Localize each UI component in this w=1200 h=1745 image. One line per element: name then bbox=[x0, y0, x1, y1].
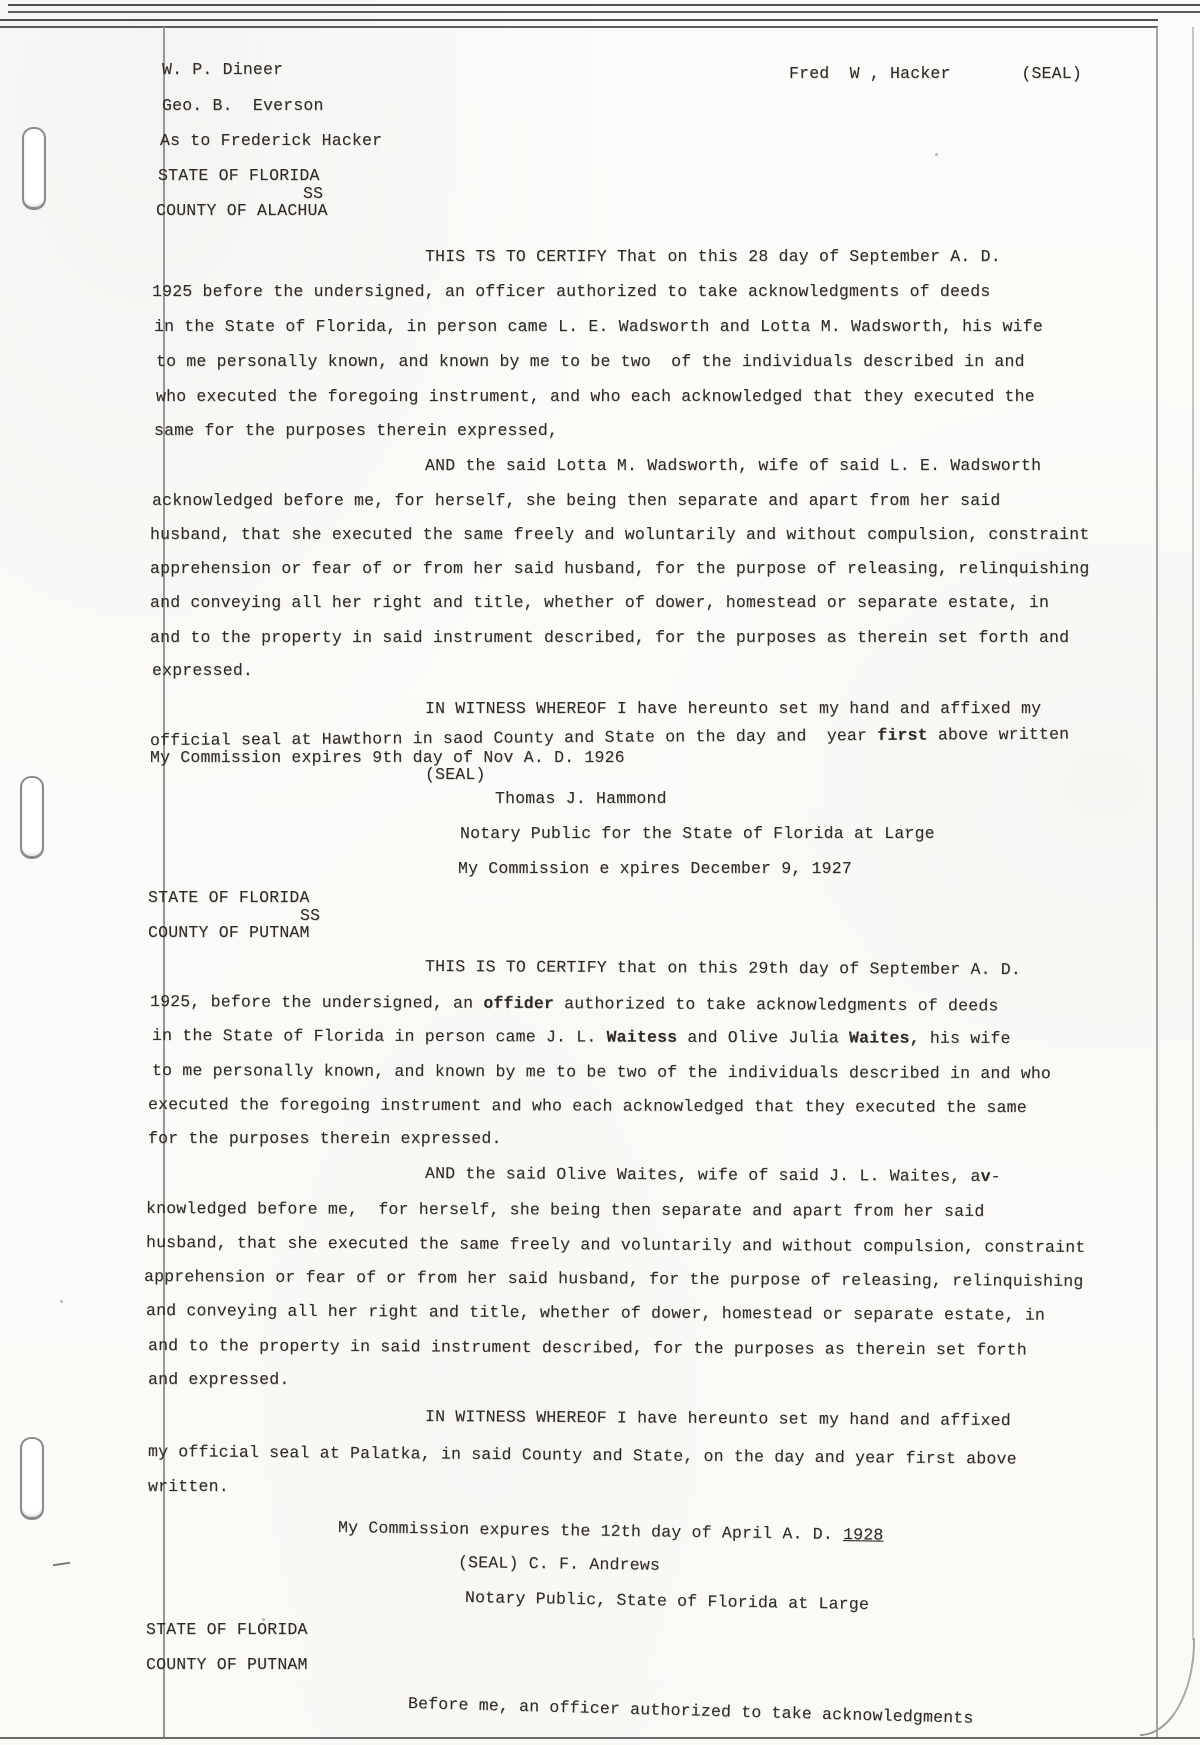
cert1-and-7: expressed. bbox=[152, 661, 254, 680]
notary1-commission-note: My Commission expires 9th day of Nov A. D. 1926 bbox=[150, 748, 625, 767]
hole-punch-top bbox=[22, 127, 46, 210]
cert2-and-1: AND the said Olive Waites, wife of said J. L. Waites, av- bbox=[424, 1164, 1001, 1187]
notary2-commission: My Commission expures the 12th day of April A. D. 1928 bbox=[337, 1518, 884, 1545]
cert2-and-2: knowledged before me, for herself, she being then separate and apart from her said bbox=[145, 1199, 985, 1221]
hole-punch-middle bbox=[20, 776, 44, 859]
cert1-line-4: to me personally known, and known by me to be two of the individuals described in and bbox=[156, 352, 1025, 371]
witness-note: As to Frederick Hacker bbox=[160, 131, 383, 150]
cert2-and-4: apprehension or fear of or from her said husband, for the purpose of releasing, relinquishing bbox=[143, 1267, 1084, 1291]
cert1-line-1: THIS TS TO CERTIFY That on this 28 day of September A. D. bbox=[425, 247, 1001, 266]
notary2-witness-3: written. bbox=[148, 1477, 229, 1496]
page-edge-rule bbox=[1192, 27, 1194, 1640]
cert2-line-6: for the purposes therein expressed. bbox=[148, 1129, 502, 1148]
notary2-witness-1: IN WITNESS WHEREOF I have hereunto set my hand and affixed bbox=[424, 1407, 1011, 1431]
state-caption-2: STATE OF FLORIDA bbox=[148, 888, 310, 907]
notary1-witness-2: official seal at Hawthorn in saod County and State on the day and year first above written bbox=[149, 724, 1070, 750]
notary1-title: Notary Public for the State of Florida at Large bbox=[460, 824, 935, 843]
notary1-signature: Thomas J. Hammond bbox=[495, 789, 667, 808]
cert1-line-6: same for the purposes therein expressed, bbox=[154, 421, 559, 440]
cert1-and-5: and conveying all her right and title, whether of dower, homestead or separate estate, in bbox=[150, 593, 1050, 612]
cert1-and-2: acknowledged before me, for herself, she being then separate and apart from her said bbox=[152, 491, 1001, 510]
state-caption-3: STATE OF FLORIDA bbox=[146, 1620, 308, 1639]
cert3-opening: Before me, an officer authorized to take acknowledgments bbox=[407, 1694, 974, 1728]
cert1-line-2: 1925 before the undersigned, an officer authorized to take acknowledgments of deeds bbox=[152, 282, 991, 301]
state-caption-1: STATE OF FLORIDA bbox=[158, 166, 320, 185]
ss-mark-2: SS bbox=[300, 906, 321, 925]
notary2-title: Notary Public, State of Florida at Large bbox=[464, 1588, 870, 1615]
cert2-line-4: to me personally known, and known by me to be two of the individuals described in and who bbox=[151, 1061, 1052, 1084]
cert1-and-4: apprehension or fear of or from her said husband, for the purpose of releasing, relinquishing bbox=[150, 559, 1090, 578]
ss-mark-1: SS bbox=[303, 184, 324, 203]
right-margin-rule bbox=[1156, 27, 1158, 1738]
cert2-and-5: and conveying all her right and title, whether of dower, homestead or separate estate, in bbox=[145, 1301, 1046, 1325]
witness-signature-1: W. P. Dineer bbox=[162, 60, 284, 79]
scan-speck bbox=[935, 153, 938, 156]
cert1-line-3: in the State of Florida, in person came L. E. Wadsworth and Lotta M. Wadsworth, his wife bbox=[154, 317, 1043, 336]
county-caption-1: COUNTY OF ALACHUA bbox=[156, 201, 328, 220]
notary1-witness-1: IN WITNESS WHEREOF I have hereunto set my hand and affixed my bbox=[425, 699, 1042, 718]
cert1-line-5: who executed the foregoing instrument, and who each acknowledged that they executed the bbox=[156, 387, 1035, 406]
top-rule-inner bbox=[0, 19, 1158, 28]
page-corner-curve bbox=[1140, 1638, 1195, 1736]
cert2-line-2: 1925, before the undersigned, an offider authorized to take acknowledgments of deeds bbox=[149, 992, 999, 1016]
cert2-line-5: executed the foregoing instrument and who each acknowledged that they executed the same bbox=[147, 1095, 1027, 1118]
notary1-seal: (SEAL) bbox=[425, 765, 486, 784]
cert2-and-6: and to the property in said instrument described, for the purposes as therein set forth bbox=[147, 1336, 1027, 1360]
cert2-line-1: THIS IS TO CERTIFY that on this 29th day of September A. D. bbox=[424, 957, 1022, 980]
cert2-and-3: husband, that she executed the same freely and voluntarily and without compulsion, constraint bbox=[145, 1233, 1086, 1257]
cert1-and-6: and to the property in said instrument described, for the purposes as therein set forth and bbox=[150, 628, 1070, 647]
witness-signature-2: Geo. B. Everson bbox=[162, 96, 324, 115]
cert2-and-7: and expressed. bbox=[148, 1370, 290, 1389]
pen-dash-mark bbox=[53, 1562, 70, 1566]
county-caption-2: COUNTY OF PUTNAM bbox=[148, 923, 310, 942]
notary2-signature: (SEAL) C. F. Andrews bbox=[457, 1553, 661, 1575]
notary1-commission: My Commission e xpires December 9, 1927 bbox=[458, 859, 852, 878]
hole-punch-bottom bbox=[20, 1437, 44, 1520]
notary2-witness-2: my official seal at Palatka, in said County and State, on the day and year first above bbox=[147, 1442, 1017, 1469]
signature-fred-hacker: Fred W , Hacker (SEAL) bbox=[789, 64, 1082, 83]
cert2-line-3: in the State of Florida in person came J. L. Waitess and Olive Julia Waites, his wife bbox=[151, 1026, 1011, 1048]
bottom-rule bbox=[0, 1737, 1200, 1739]
cert1-and-3: husband, that she executed the same freely and woluntarily and without compulsion, constraint bbox=[150, 525, 1090, 544]
top-rule-outer bbox=[8, 4, 1200, 13]
scan-speck bbox=[60, 1300, 63, 1303]
cert1-and-1: AND the said Lotta M. Wadsworth, wife of said L. E. Wadsworth bbox=[425, 456, 1042, 475]
county-caption-3: COUNTY OF PUTNAM bbox=[146, 1655, 308, 1674]
